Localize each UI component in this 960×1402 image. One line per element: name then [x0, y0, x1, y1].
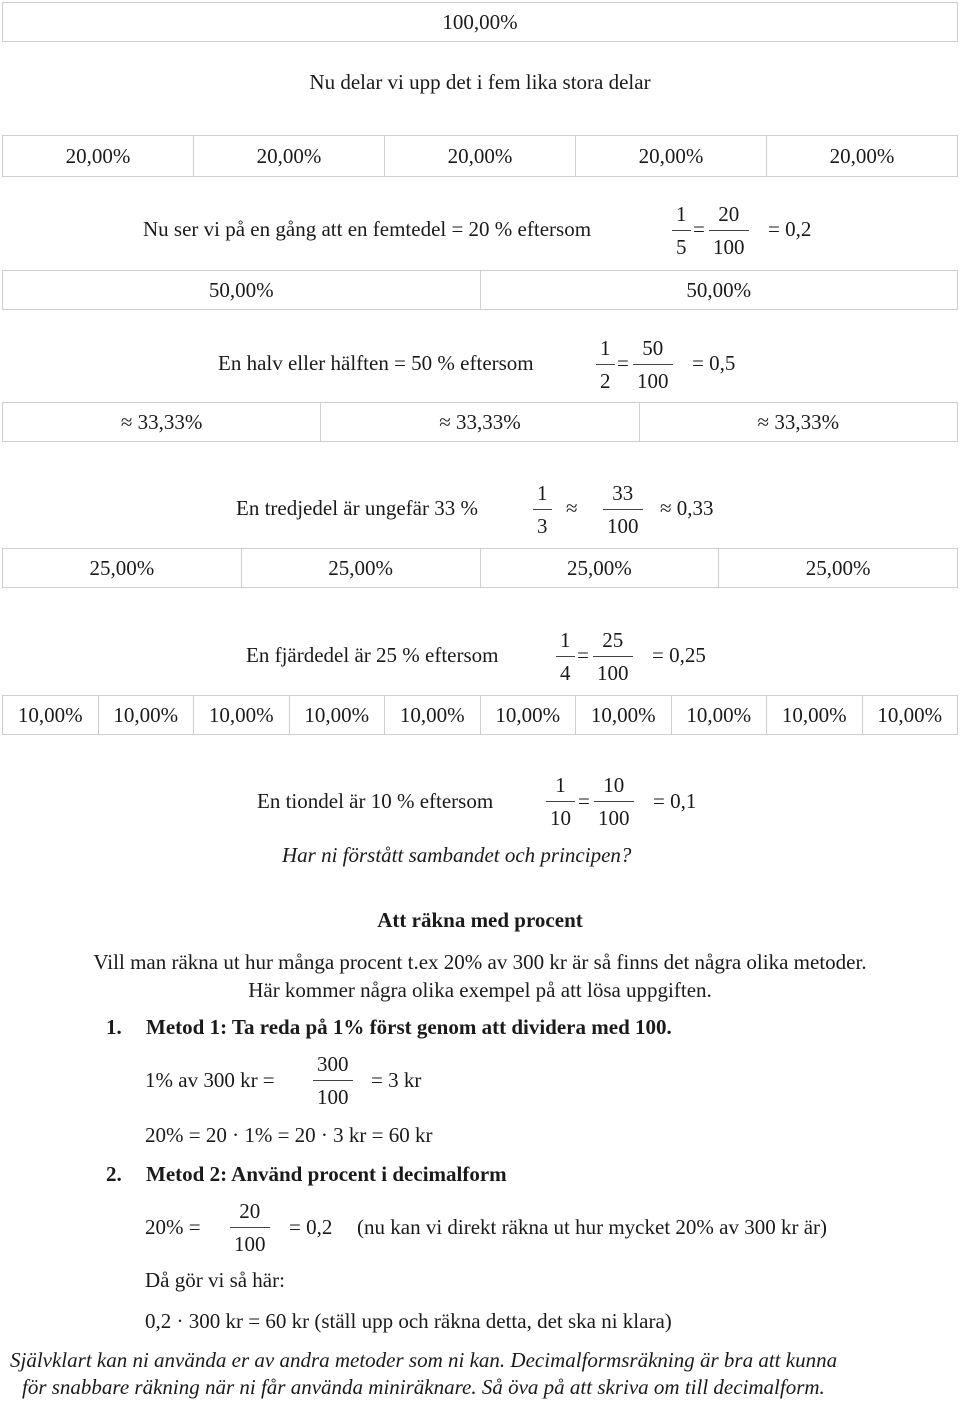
tenth-cell: 10,00%	[289, 696, 385, 734]
fifths-text: Nu ser vi på en gång att en femtedel = 20 % eftersom	[143, 217, 592, 241]
method2-lhs: 20% =	[145, 1215, 201, 1239]
tenths-fraction-1	[546, 775, 575, 829]
equals-sign: =	[578, 789, 590, 813]
method1-lhs: 1% av 300 kr =	[145, 1068, 275, 1092]
fifth-cell: 20,00%	[575, 136, 766, 176]
equals-sign: =	[617, 351, 629, 375]
fifth-cell: 20,00%	[193, 136, 384, 176]
fraction-denominator: 10	[550, 806, 571, 830]
quarter-cell: 25,00%	[480, 549, 719, 587]
closing-line-2: för snabbare räkning när ni får använda miniräknare. Så öva på att skriva om till decimalform.	[22, 1375, 825, 1399]
tenth-cell: 10,00%	[575, 696, 671, 734]
half-cell: 50,00%	[2, 271, 480, 309]
paragraph-2: Här kommer några olika exempel på att lösa uppgiften.	[248, 978, 712, 1002]
method2-line2: Då gör vi så här:	[145, 1268, 285, 1292]
fifth-cell: 20,00%	[766, 136, 958, 176]
fraction-numerator: 33	[612, 481, 634, 505]
method1-line2: 20% = 20 · 1% = 20 · 3 kr = 60 kr	[145, 1123, 433, 1147]
fraction-denominator: 100	[598, 806, 630, 830]
tenth-cell: 10,00%	[480, 696, 576, 734]
fifth-cell: 20,00%	[2, 136, 193, 176]
quarter-cell: 25,00%	[718, 549, 958, 587]
third-cell: ≈ 33,33%	[2, 403, 320, 441]
tenth-cell: 10,00%	[671, 696, 767, 734]
fraction-denominator: 100	[234, 1232, 266, 1256]
fraction-denominator: 3	[537, 514, 548, 538]
fraction-numerator: 25	[602, 628, 624, 652]
method2-rhs: = 0,2	[289, 1215, 333, 1239]
method2-line3: 0,2 · 300 kr = 60 kr (ställ upp och räkna detta, det ska ni klara)	[145, 1309, 672, 1333]
fraction-denominator: 100	[317, 1085, 349, 1109]
fraction-numerator: 1	[676, 202, 687, 226]
tenth-cell: 10,00%	[193, 696, 289, 734]
third-cell: ≈ 33,33%	[639, 403, 958, 441]
thirds-bar	[2, 402, 958, 442]
tenth-cell: 10,00%	[98, 696, 194, 734]
halves-result: = 0,5	[692, 351, 736, 375]
quarters-bar	[2, 548, 958, 588]
method1-title: Metod 1: Ta reda på 1% först genom att dividera med 100.	[146, 1015, 672, 1039]
tenth-cell: 10,00%	[862, 696, 959, 734]
intro-text: Nu delar vi upp det i fem lika stora delar	[309, 70, 651, 94]
quarter-cell: 25,00%	[241, 549, 480, 587]
section-title: Att räkna med procent	[377, 908, 583, 932]
fifths-fraction-2	[709, 204, 749, 258]
equals-sign: =	[693, 217, 705, 241]
method1-rhs: = 3 kr	[371, 1068, 422, 1092]
halves-fraction-1	[596, 338, 615, 392]
method1-fraction	[313, 1054, 353, 1108]
quarters-fraction-2	[593, 630, 633, 684]
fraction-numerator: 10	[603, 773, 625, 797]
halves-fraction-2	[633, 338, 673, 392]
thirds-result: ≈ 0,33	[660, 496, 714, 520]
equals-sign: =	[577, 643, 589, 667]
tenth-cell: 10,00%	[2, 696, 98, 734]
halves-text: En halv eller hälften = 50 % eftersom	[218, 351, 534, 375]
quarter-cell: 25,00%	[2, 549, 241, 587]
full-bar	[2, 2, 958, 42]
method2-fraction	[230, 1201, 270, 1255]
method2-note: (nu kan vi direkt räkna ut hur mycket 20% av 300 kr är)	[357, 1215, 828, 1239]
full-bar-cell: 100,00%	[2, 3, 958, 41]
fifth-cell: 20,00%	[384, 136, 575, 176]
fraction-numerator: 20	[239, 1199, 261, 1223]
fraction-denominator: 2	[600, 369, 611, 393]
fraction-denominator: 4	[560, 661, 571, 685]
fraction-numerator: 1	[537, 481, 548, 505]
fifths-fraction-1	[672, 204, 691, 258]
fraction-denominator: 100	[637, 369, 669, 393]
fraction-numerator: 1	[560, 628, 571, 652]
question-text: Har ni förstått sambandet och principen?	[282, 843, 632, 867]
tenth-cell: 10,00%	[384, 696, 480, 734]
tenths-bar	[2, 695, 958, 735]
halves-bar	[2, 270, 958, 310]
fraction-numerator: 300	[317, 1052, 349, 1076]
fraction-numerator: 1	[555, 773, 566, 797]
thirds-fraction-2	[603, 483, 643, 537]
closing-line-1: Självklart kan ni använda er av andra metoder som ni kan. Decimalformsräkning är bra att kunna	[10, 1348, 838, 1372]
paragraph-1: Vill man räkna ut hur många procent t.ex 20% av 300 kr är så finns det några olika metoder.	[93, 950, 867, 974]
tenth-cell: 10,00%	[766, 696, 862, 734]
fraction-denominator: 5	[676, 235, 687, 259]
tenths-result: = 0,1	[653, 789, 697, 813]
fraction-denominator: 100	[597, 661, 629, 685]
tenths-text: En tiondel är 10 % eftersom	[257, 789, 494, 813]
fraction-denominator: 100	[607, 514, 639, 538]
tenths-fraction-2	[594, 775, 634, 829]
thirds-fraction-1	[533, 483, 552, 537]
fraction-denominator: 100	[713, 235, 745, 259]
method2-number: 2.	[106, 1162, 122, 1186]
half-cell: 50,00%	[480, 271, 959, 309]
quarters-text: En fjärdedel är 25 % eftersom	[246, 643, 499, 667]
fraction-numerator: 1	[600, 336, 611, 360]
quarters-fraction-1	[556, 630, 575, 684]
fraction-numerator: 20	[718, 202, 740, 226]
fifths-bar	[2, 135, 958, 177]
third-cell: ≈ 33,33%	[320, 403, 638, 441]
method1-number: 1.	[106, 1015, 122, 1039]
method2-title: Metod 2: Använd procent i decimalform	[146, 1162, 507, 1186]
fraction-numerator: 50	[642, 336, 664, 360]
quarters-result: = 0,25	[652, 643, 706, 667]
fifths-result: = 0,2	[768, 217, 812, 241]
approx-sign: ≈	[566, 496, 578, 520]
thirds-text: En tredjedel är ungefär 33 %	[236, 496, 478, 520]
